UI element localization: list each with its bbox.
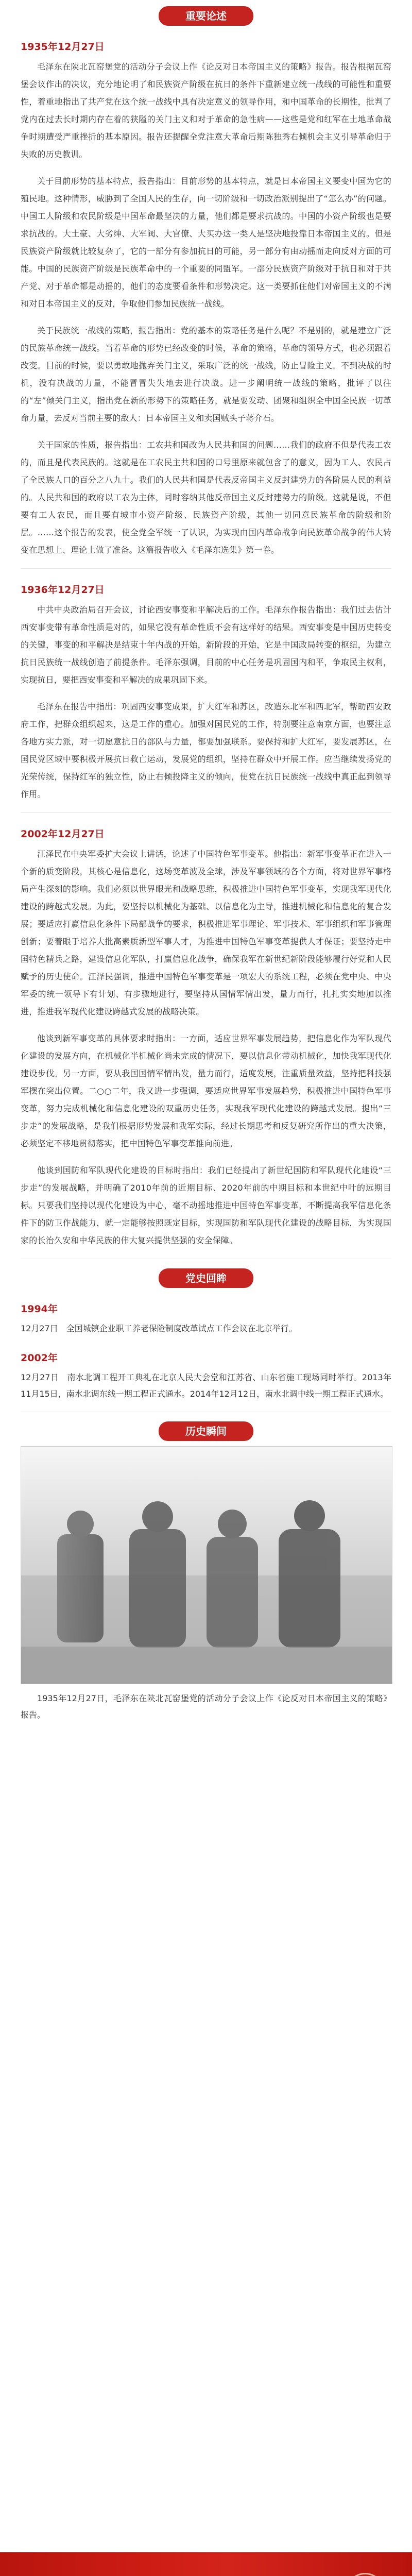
footer-title (0, 2572, 412, 2576)
entry-paragraph: 毛泽东在陕北瓦窑堡党的活动分子会议上作《论反对日本帝国主义的策略》报告。报告根据瓦窑堡会议作出的决议，充分地论明了和民族资产阶级在抗日的条件下重新建立统一战线的可能性和重要性，着重地指出了共产党在这个统一战线中具有决定意义的领导作用，和中国革命的长期性，批判了党内在过去长时期内存在着的狭隘的关门主义和对于革命的急性病——这些是党和红军在土地革命战争时期遭受严重挫折的基本原因。报告还提醒全党注意大革命后期陈独秀右倾机会主义引导革命归于失败的历史教训。 (21, 62, 391, 159)
section-header-historical-image (21, 1421, 391, 1441)
entry-paragraph: 关于国家的性质，报告指出：工农共和国改为人民共和国的问题……我们的政府不但是代表工农的，而且是代表民族的。这就是在工农民主共和国的口号里原来就包含了的意义，因为工人、农民占了全民族人口的百分之八九十。我们的人民共和国是代表反帝国主义反封建势力的各阶层人民的利益的。人民共和国的政府以工农为主体，同时容纳其他反帝国主义反封建势力的阶级。这就是说，不但要有工人农民，而且要有城市小资产阶级、民族资产阶级，其他一切同意民族革命的阶级和阶层。……这个报告的发表，使全党全军统一了认识，为实现由国内革命战争向民族革命战争的伟大转变在思想上、理论上做了准备。这篇报告收入《毛泽东选集》第一卷。 (21, 440, 391, 555)
entry-date: 1936年12月27日 (21, 584, 105, 596)
entry-paragraph: 中共中央政治局召开会议，讨论西安事变和平解决后的工作。毛泽东作报告指出：我们过去估计西安事变带有革命性质是对的，如果它没有革命性质不会有这样好的结果。西安事变是中国历史转变的关键，事变的和平解决是结束十年内战的开始，新阶段的开始，它是中国政局转变的枢纽，为建立抗日民族统一战线创造了前提条件。毛泽东强调，目前的中心任务是巩固国内和平，争取民主权利，实现抗日，要把西安事变和平解决的成果巩固下来。 (21, 605, 391, 685)
history-year: 1994年 (21, 1303, 58, 1315)
entry-paragraph: 毛泽东在报告中指出：巩固西安事变成果，扩大红军和苏区，改造东北军和西北军，帮助西安政府工作，把群众组织起来，这是工作的重心。加强对国民党的工作，特别要注意南京方面，也要注意各地方实力派，对一切愿意抗日的部队与力量，都要加强联系。要保持和扩大红军，要发展苏区，在国民党区域中要积极开展抗日救亡运动，发展党的组织，坚持在群众中开展工作。应当继续发扬党的光荣传统，保持红军的独立性，防止右倾投降主义的倾向，使党在抗日民族统一战线中真正起到领导作用。 (21, 702, 391, 799)
historical-photo-caption: 1935年12月27日，毛泽东在陕北瓦窑堡党的活动分子会议上作《论反对日本帝国主义的策略》报告。 (21, 1693, 391, 1720)
entry-paragraph: 他谈到国防和军队现代化建设的目标时指出：我们已经提出了新世纪国防和军队现代化建设“三步走”的发展战略，并明确了2010年前的近期目标、2020年前的中期目标和本世纪中叶的远期目标。只要我们坚持以现代化建设为中心，毫不动摇地推进中国特色军事变革，不断提高我军信息化条件下的防卫作战能力，就一定能够按照既定目标，实现国防和军队现代化建设的战略目标，为实现国家的长治久安和中华民族的伟大复兴提供坚强的安全保障。 (21, 1165, 391, 1245)
important-works-section (21, 39, 391, 1249)
top-spacer (21, 0, 391, 6)
entry-date: 1935年12月27日 (21, 41, 105, 53)
footer-banner (0, 2552, 412, 2576)
section-pill-party-history: 党史回眸 (159, 1268, 253, 1288)
party-history-section (21, 1301, 391, 1402)
section-header-party-history (21, 1268, 391, 1288)
section-pill-important-works: 重要论述 (159, 6, 253, 26)
entry-paragraph: 关于目前形势的基本特点，报告指出：目前形势的基本特点，就是日本帝国主义要变中国为它的殖民地。这种情形，威胁到了全国人民的生存，向一切阶级和一切政治派别提出了“怎么办”的问题。中国工人阶级和农民阶级是中国革命最坚决的力量，他们都是要求抗战的。中国的小资产阶级也是要求抗战的。大土豪、大劣绅、大军阀、大官僚、大买办这一类人是坚决地投靠日本帝国主义的。但是民族资产阶级就比较复杂了，它的一部分有参加抗日的可能，另一部分有由动摇而走向反对方面的可能。中国的民族资产阶级是民族革命中的一个重要的同盟军。一部分民族资产阶级对于抗日和对于共产党、对于革命都是动摇的，他们的态度要看条件和形势决定。这一类要抓住他们对帝国主义的不满和对日本帝国主义的反对，争取他们参加民族统一战线。 (21, 176, 391, 309)
divider (21, 812, 391, 813)
history-text: 12月27日 全国城镇企业职工养老保险制度改革试点工作会议在北京举行。 (21, 1324, 297, 1333)
section-pill-historical-image: 历史瞬间 (159, 1421, 253, 1441)
historical-photo-illustration (21, 1447, 392, 1684)
entry-date: 2002年12月27日 (21, 828, 105, 840)
history-text: 12月27日 南水北调工程开工典礼在北京人民大会堂和江苏省、山东省施工现场同时举行。2013年11月15日，南水北调东线一期工程正式通水。2014年12月12日，南水北调中线一期工程正式通水。 (21, 1372, 391, 1399)
entry-paragraph: 关于民族统一战线的策略，报告指出：党的基本的策略任务是什么呢？不是别的，就是建立广泛的民族革命统一战线。当着革命的形势已经改变的时候，革命的策略，革命的领导方式，也必须跟着改变。目前的时候，要以勇敢地抛弃关门主义，采取广泛的统一战线，防止冒险主义。不到决战的时机，没有决战的力量，不能冒冒失失地去进行决战。进一步阐明统一战线的策略，批评了以往的“左”倾关门主义，指出党在新的形势下的策略任务，就是要发动、团聚和组织全中国全民族一切革命力量，去反对当前主要的敌人：日本帝国主义和卖国贼头子蒋介石。 (21, 326, 391, 423)
entry-paragraph: 江泽民在中央军委扩大会议上讲话，论述了中国特色军事变革。他指出：新军事变革正在进入一个新的质变阶段，其核心是信息化，这场变革波及全球，涉及军事领域的各个方面，将对世界军事格局产生深刻的影响。我们必须以世界眼光和战略思维，积极推进中国特色军事变革，实现我军现代化建设的跨越式发展。为此，要坚持以机械化为基础、以信息化为主导，推进机械化和信息化的复合发展；要适应打赢信息化条件下局部战争的要求，积极推进军事理论、军事技术、军事组织和军事管理创新；要着眼于培养大批高素质新型军事人才，为推进中国特色军事变革提供人才保证；要坚持走中国特色精兵之路，建设信息化军队，打赢信息化战争，确保我军在新世纪新阶段能够履行好党和人民赋予的历史使命。江泽民强调，推进中国特色军事变革是一项宏大的系统工程，必须在党中央、中央军委的统一领导下有计划、有步骤地进行，要坚持从国情军情出发，量力而行，扎扎实实地加以推进，推进我军现代化建设跨越式发展的战略决策。 (21, 849, 391, 1016)
entry-paragraph: 他谈到新军事变革的具体要求时指出：一方面，适应世界军事发展趋势，把信息化作为军队现代化建设的发展方向，在机械化半机械化尚未完成的情况下，要以信息化带动机械化，加快我军现代化建设步伐。另一方面，要从我国国情军情出发，量力而行，适度发展，注重质量效益，坚持把科技强军摆在突出位置。二○○二年，我又进一步强调，要适应世界军事发展趋势，积极推进中国特色军事变革，努力完成机械化和信息化建设的双重历史任务，实现我军现代化建设的跨越式发展。提出“三步走”的发展战略，是我们根据形势发展和我军实际，经过长期思考和反复研究所作出的重大决策，必须坚定不移地贯彻落实，把中国特色军事变革推向前进。 (21, 1033, 391, 1148)
historical-photo (21, 1446, 392, 1684)
section-header-important-works (21, 6, 391, 26)
history-year: 2002年 (21, 1352, 58, 1364)
divider (21, 568, 391, 569)
